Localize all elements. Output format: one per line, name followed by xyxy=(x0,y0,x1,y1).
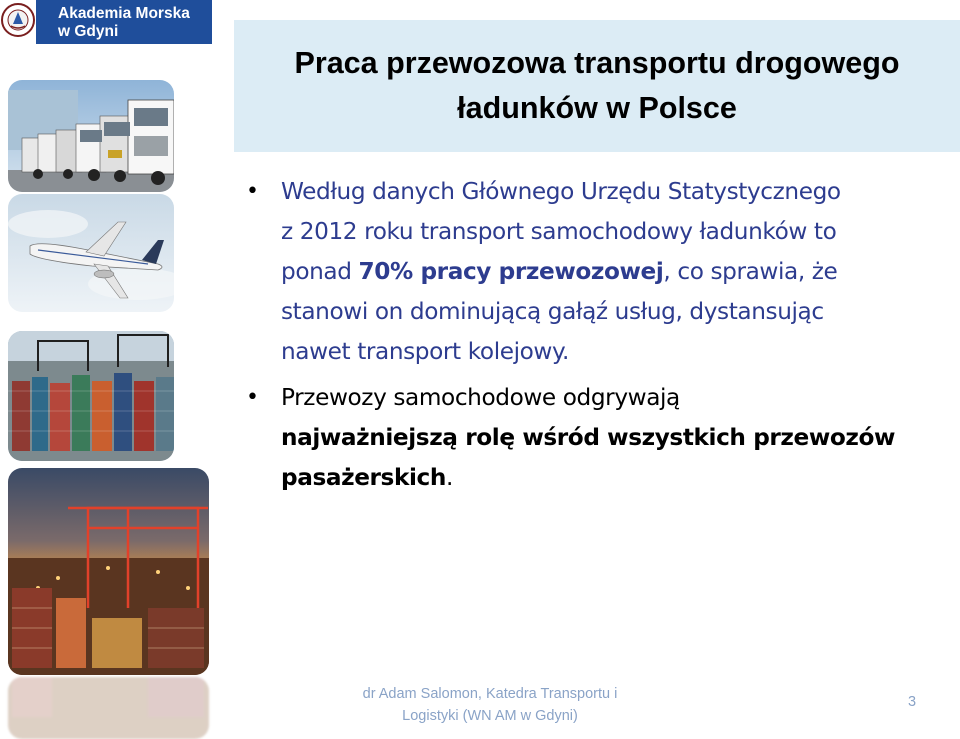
logo-text xyxy=(36,0,212,44)
bullet-dot-icon: • xyxy=(246,179,259,204)
text-line: Według danych Głównego Urzędu Statystycznego xyxy=(281,178,841,205)
photo-reflection xyxy=(8,677,209,739)
highlight-text: pasażerskich xyxy=(281,464,446,491)
text-line: stanowi on dominującą gałąź usług, dystansując xyxy=(281,298,824,325)
footer-line-2: Logistyki (WN AM w Gdyni) xyxy=(402,708,578,724)
airplane-photo xyxy=(8,194,174,312)
page-number: 3 xyxy=(908,694,917,710)
text-run: , co sprawia, że xyxy=(663,258,838,285)
slide-content xyxy=(246,172,946,498)
text-line xyxy=(281,252,946,292)
footer-line-1: dr Adam Salomon, Katedra Transportu i xyxy=(362,686,618,702)
night-port-photo xyxy=(8,468,209,675)
logo-line-1: Akademia Morska xyxy=(58,5,190,22)
text-line: z 2012 roku transport samochodowy ładunków to xyxy=(281,218,837,245)
highlight-text: 70% pracy przewozowej xyxy=(358,258,664,285)
bullet-item-2 xyxy=(246,378,946,498)
bullet-item-1 xyxy=(246,172,946,372)
slide-title xyxy=(234,20,960,152)
text-line: Przewozy samochodowe odgrywają xyxy=(281,384,680,411)
text-run: ponad xyxy=(281,258,359,285)
seal-icon xyxy=(0,0,36,44)
bullet-dot-icon: • xyxy=(246,385,259,410)
slide-footer xyxy=(340,683,640,727)
highlight-text: najważniejszą rolę wśród wszystkich przewozów xyxy=(281,424,896,451)
title-line-1: Praca przewozowa transportu drogowego xyxy=(294,46,900,80)
trucks-photo xyxy=(8,80,174,192)
title-line-2: ładunków w Polsce xyxy=(457,91,737,125)
university-logo xyxy=(0,0,212,46)
text-line xyxy=(281,458,946,498)
text-line: nawet transport kolejowy. xyxy=(281,338,569,365)
container-port-photo xyxy=(8,331,174,461)
text-run: . xyxy=(445,464,453,491)
logo-line-2: w Gdyni xyxy=(58,23,119,40)
